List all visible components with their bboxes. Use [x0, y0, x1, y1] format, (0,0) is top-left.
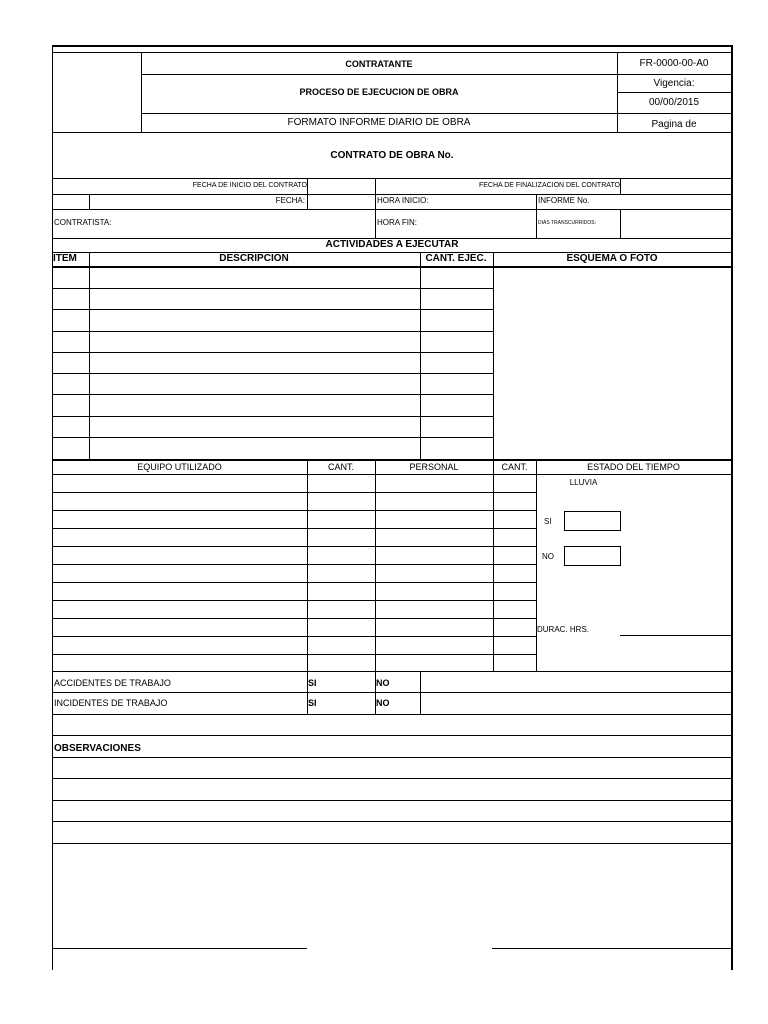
col-cant-ejec: CANT. EJEC.: [425, 253, 487, 264]
actividades-title: ACTIVIDADES A EJECUTAR: [325, 239, 459, 250]
accidentes-label: ACCIDENTES DE TRABAJO: [54, 678, 171, 688]
informe-no-label: INFORME No.: [538, 196, 590, 205]
duracion-label: DURAC. HRS.: [537, 625, 590, 634]
vigencia-label: Vigencia:: [653, 78, 695, 89]
hora-fin-label: HORA FIN:: [377, 218, 418, 227]
lluvia-si-label: SI: [544, 517, 552, 526]
accidentes-si: SI: [308, 678, 317, 688]
hora-inicio-label: HORA INICIO:: [377, 196, 429, 205]
cant-label-2: CANT.: [501, 462, 528, 472]
lluvia-no-checkbox[interactable]: [564, 546, 621, 566]
dias-transcurridos-label: DIAS TRANSCURRIDOS:: [538, 220, 596, 226]
contratista-label: CONTRATISTA:: [54, 218, 112, 227]
fecha-inicio-label: FECHA DE INICIO DEL CONTRATO: [192, 182, 307, 189]
incidentes-label: INCIDENTES DE TRABAJO: [54, 698, 168, 708]
accidentes-no: NO: [376, 678, 390, 688]
proceso-label: PROCESO DE EJECUCION DE OBRA: [299, 87, 459, 97]
form-code: FR-0000-00-A0: [639, 58, 709, 69]
lluvia-si-checkbox[interactable]: [564, 511, 621, 531]
contratante-label: CONTRATANTE: [345, 59, 413, 69]
observaciones-label: OBSERVACIONES: [54, 743, 141, 754]
personal-label: PERSONAL: [409, 462, 459, 472]
formato-label: FORMATO INFORME DIARIO DE OBRA: [287, 117, 471, 128]
estado-tiempo-label: ESTADO DEL TIEMPO: [587, 462, 680, 472]
fecha-fin-label: FECHA DE FINALIZACION DEL CONTRATO: [478, 182, 620, 189]
lluvia-no-label: NO: [542, 552, 554, 561]
equipo-label: EQUIPO UTILIZADO: [137, 462, 222, 472]
signature-line-left: [52, 948, 307, 949]
incidentes-no: NO: [376, 698, 390, 708]
lluvia-label: LLUVIA: [569, 478, 598, 487]
incidentes-si: SI: [308, 698, 317, 708]
col-descripcion: DESCRIPCION: [219, 253, 289, 264]
pagina-label: Pagina de: [651, 119, 697, 130]
contrato-title: CONTRATO DE OBRA No.: [330, 150, 454, 161]
fecha-label: FECHA:: [275, 196, 305, 205]
cant-label-1: CANT.: [327, 462, 354, 472]
signature-line-right: [492, 948, 731, 949]
col-esquema: ESQUEMA O FOTO: [566, 253, 658, 264]
col-item: ITEM: [53, 253, 77, 264]
vigencia-date: 00/00/2015: [648, 97, 700, 108]
